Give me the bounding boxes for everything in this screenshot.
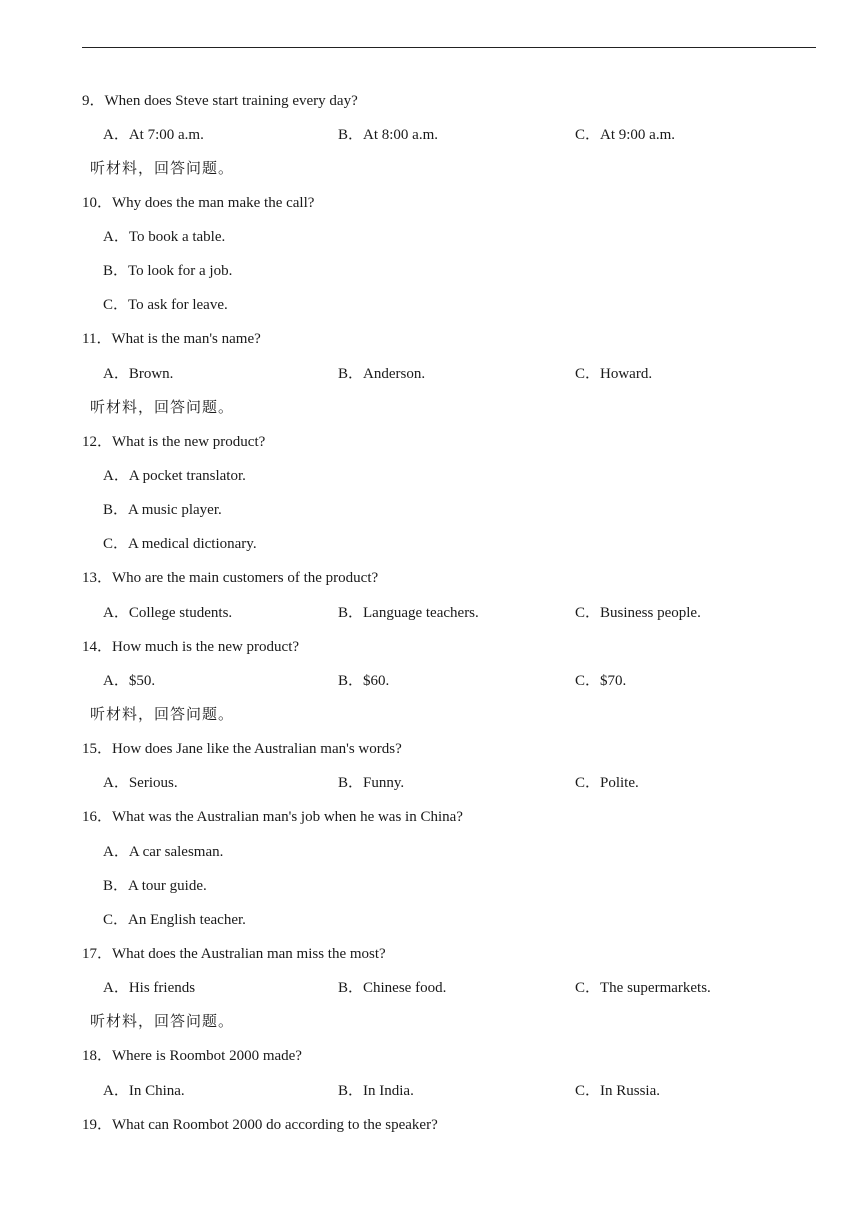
q16-option-a[interactable]: A．A car salesman. bbox=[103, 844, 224, 860]
q14-option-c[interactable]: C．$70. bbox=[575, 673, 627, 689]
q18-option-a[interactable]: A．In China. bbox=[103, 1083, 185, 1099]
question-18: 18．Where is Roombot 2000 made? bbox=[82, 1048, 302, 1064]
q9-option-c[interactable]: C．At 9:00 a.m. bbox=[575, 127, 675, 143]
q15-option-c[interactable]: C．Polite. bbox=[575, 775, 639, 791]
question-16: 16．What was the Australian man's job when he was in China? bbox=[82, 809, 463, 825]
q16-option-c[interactable]: C．An English teacher. bbox=[103, 912, 246, 928]
section-instruction: 听材料，回答问题。 bbox=[90, 161, 235, 177]
q15-option-b[interactable]: B．Funny. bbox=[338, 775, 405, 791]
q13-option-c[interactable]: C．Business people. bbox=[575, 605, 701, 621]
q10-option-b[interactable]: B．To look for a job. bbox=[103, 263, 233, 279]
question-19: 19．What can Roombot 2000 do according to the speaker? bbox=[82, 1117, 438, 1133]
q11-option-b[interactable]: B．Anderson. bbox=[338, 366, 426, 382]
q15-option-a[interactable]: A．Serious. bbox=[103, 775, 178, 791]
section-instruction: 听材料，回答问题。 bbox=[90, 707, 235, 723]
header-rule bbox=[82, 47, 816, 48]
q12-option-c[interactable]: C．A medical dictionary. bbox=[103, 536, 257, 552]
q13-option-a[interactable]: A．College students. bbox=[103, 605, 233, 621]
q9-option-b[interactable]: B．At 8:00 a.m. bbox=[338, 127, 438, 143]
q14-option-a[interactable]: A．$50. bbox=[103, 673, 156, 689]
question-10: 10．Why does the man make the call? bbox=[82, 195, 315, 211]
question-9: 9．When does Steve start training every day? bbox=[82, 93, 358, 109]
q12-option-a[interactable]: A．A pocket translator. bbox=[103, 468, 246, 484]
question-15: 15．How does Jane like the Australian man's words? bbox=[82, 741, 402, 757]
q11-option-a[interactable]: A．Brown. bbox=[103, 366, 174, 382]
q16-option-b[interactable]: B．A tour guide. bbox=[103, 878, 207, 894]
q10-option-c[interactable]: C．To ask for leave. bbox=[103, 297, 228, 313]
q17-option-c[interactable]: C．The supermarkets. bbox=[575, 980, 711, 996]
question-13: 13．Who are the main customers of the product? bbox=[82, 570, 379, 586]
q13-option-b[interactable]: B．Language teachers. bbox=[338, 605, 479, 621]
question-11: 11．What is the man's name? bbox=[82, 331, 261, 347]
question-17: 17．What does the Australian man miss the most? bbox=[82, 946, 386, 962]
q17-option-b[interactable]: B．Chinese food. bbox=[338, 980, 447, 996]
q14-option-b[interactable]: B．$60. bbox=[338, 673, 390, 689]
q18-option-c[interactable]: C．In Russia. bbox=[575, 1083, 661, 1099]
section-instruction: 听材料，回答问题。 bbox=[90, 1014, 235, 1030]
question-12: 12．What is the new product? bbox=[82, 434, 266, 450]
q18-option-b[interactable]: B．In India. bbox=[338, 1083, 414, 1099]
q17-option-a[interactable]: A．His friends bbox=[103, 980, 196, 996]
question-14: 14．How much is the new product? bbox=[82, 639, 300, 655]
q10-option-a[interactable]: A．To book a table. bbox=[103, 229, 226, 245]
q11-option-c[interactable]: C．Howard. bbox=[575, 366, 653, 382]
q9-option-a[interactable]: A．At 7:00 a.m. bbox=[103, 127, 204, 143]
section-instruction: 听材料，回答问题。 bbox=[90, 400, 235, 416]
q12-option-b[interactable]: B．A music player. bbox=[103, 502, 222, 518]
